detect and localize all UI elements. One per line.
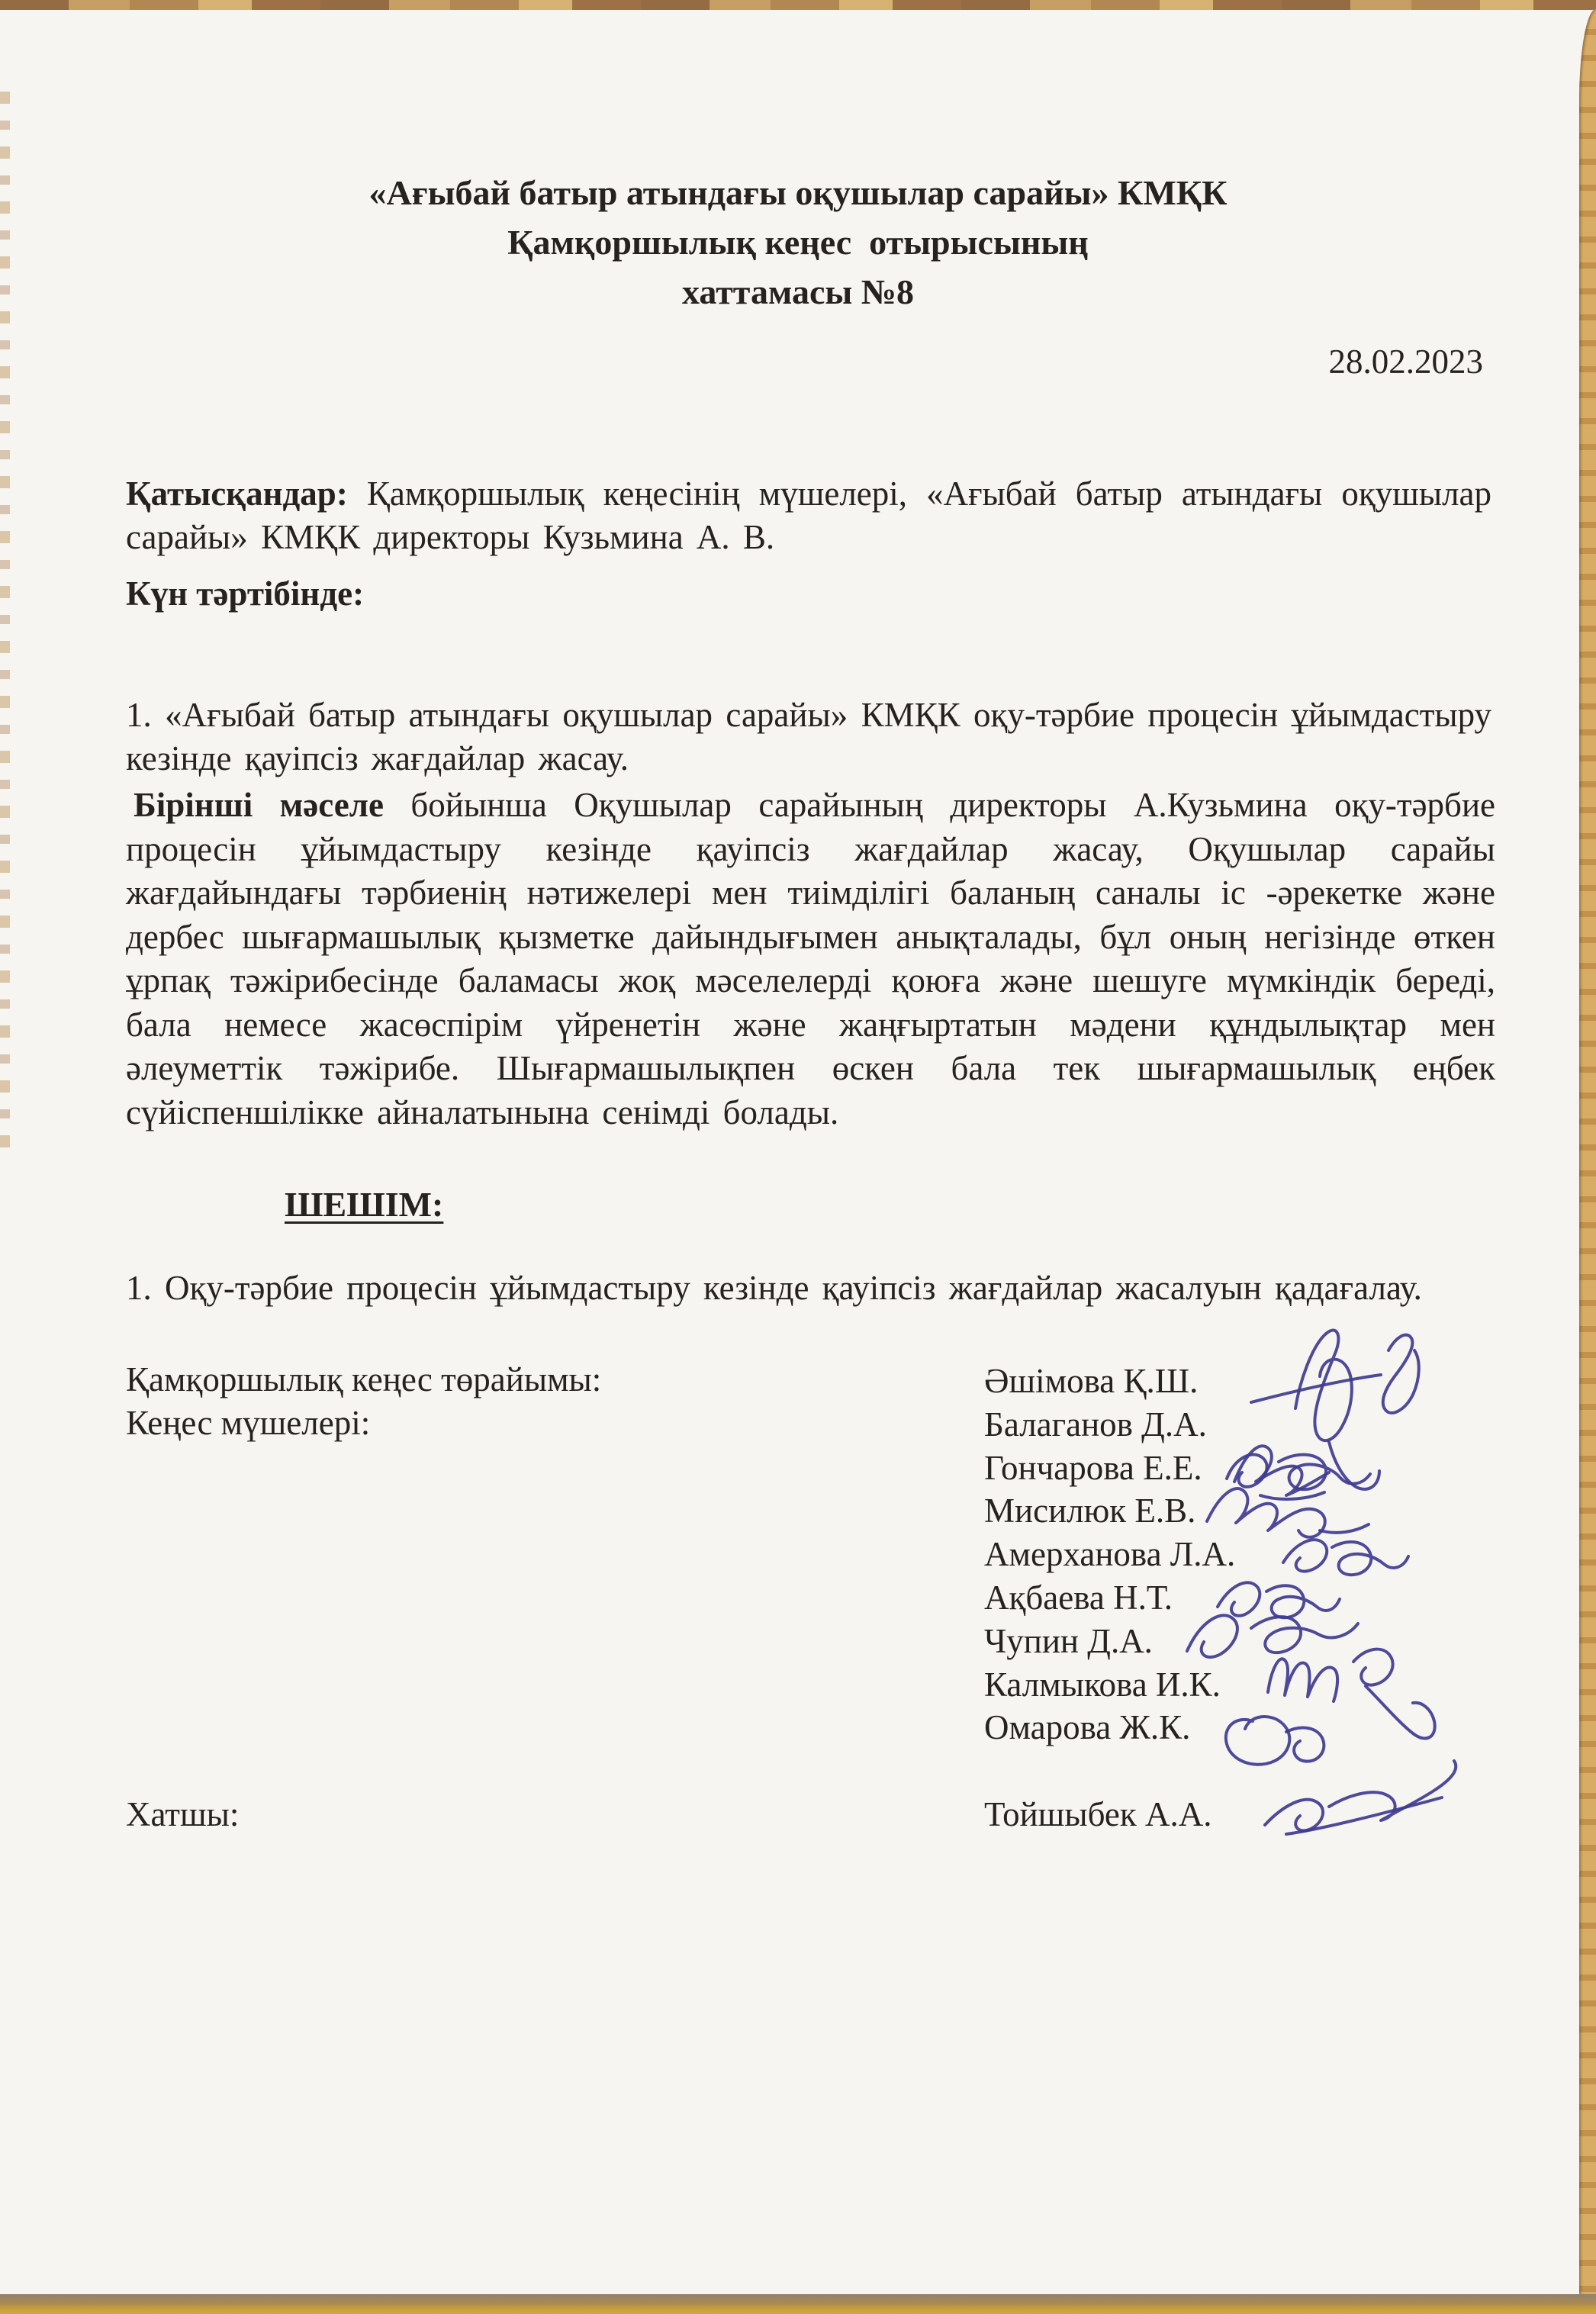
signature-ink-akbayeva [1218, 1582, 1340, 1617]
signer-name-member-8: Омарова Ж.К. [984, 1708, 1191, 1747]
agenda-heading: Күн тәртібінде: [126, 574, 365, 613]
signature-ink-omarova [1226, 1717, 1324, 1765]
decision-heading: ШЕШІМ: [285, 1185, 444, 1224]
document-date: 28.02.2023 [1328, 343, 1483, 381]
signer-name-member-2: Гончарова Е.Е. [984, 1448, 1202, 1487]
signature-ink-balaganov [1234, 1446, 1329, 1499]
title-line-2: Қамқоршылық кеңес отырысының [507, 223, 1089, 262]
title-line-1: «Ағыбай батыр атындағы оқушылар сарайы» КМҚК [368, 173, 1228, 212]
participants-label: Қатысқандар: [126, 475, 348, 513]
discussion-paragraph [126, 784, 1495, 1134]
participants-text: Қамқоршылық кеңесінің мүшелері, «Ағыбай батыр атындағы оқушылар сарайы» КМҚК директоры Кузьмина А. В. [126, 475, 1491, 556]
secretary-label: Хатшы: [126, 1795, 240, 1833]
document-title [0, 168, 1596, 317]
discussion-lead: Бірінші мәселе [134, 786, 384, 824]
signature-ink-goncharova [1227, 1454, 1370, 1489]
agenda-item-1: 1. «Ағыбай батыр атындағы оқушылар сарайы» КМҚК оқу-тәрбие процесін ұйымдастыру кезінде қауіпсіз жағдайлар жасау. [126, 696, 1491, 777]
title-line-3: хаттамасы №8 [681, 272, 915, 311]
participants-paragraph [126, 472, 1491, 559]
scan-edge-top [0, 0, 1596, 10]
members-label: Кеңес мүшелері: [126, 1404, 371, 1442]
chair-label: Қамқоршылық кеңес төрайымы: [126, 1360, 602, 1398]
signer-name-member-6: Чупин Д.А. [984, 1621, 1153, 1660]
signer-name-secretary: Тойшыбек А.А. [984, 1795, 1212, 1833]
signature-ink-ashimova [1251, 1331, 1419, 1489]
signature-ink-kalmykova [1268, 1649, 1435, 1739]
decision-item-1: 1. Оқу-тәрбие процесін ұйымдастыру кезінде қауіпсіз жағдайлар жасалуын қадағалау. [126, 1269, 1422, 1307]
signer-name-member-5: Ақбаева Н.Т. [984, 1578, 1173, 1617]
signer-name-member-7: Калмыкова И.К. [984, 1665, 1221, 1704]
signer-name-chair: Әшімова Қ.Ш. [984, 1362, 1199, 1400]
signature-ink-toishybek [1265, 1761, 1456, 1834]
scan-edge-bottom [0, 2294, 1596, 2314]
signature-ink-amerkhanova [1283, 1540, 1408, 1575]
scan-edge-right [1579, 9, 1596, 2295]
signer-name-member-1: Балаганов Д.А. [984, 1405, 1207, 1443]
signer-name-member-3: Мисилюк Е.В. [984, 1492, 1196, 1530]
discussion-text: бойынша Оқушылар сарайының директоры А.Кузьмина оқу-тәрбие процесін ұйымдастыру кезінде қауіпсіз жағдайлар жасау, Оқушылар сарайы жағдайындағы тәрбиенің нәтижелері мен тиімділігі баланың саналы іс -әрекетке және дербес шығармашылық қызметке дайындығымен анықталады, бұл оның негізінде өткен ұрпақ тәжірибесінде баламасы жоқ мәселелерді қоюға және шешуге мүмкіндік береді, бала немесе жасөспірім үйренетін және жаңғыртатын мәдени құндылықтар мен әлеуметтік тәжірибе. Шығармашылықпен өскен бала тек шығармашылық еңбек сүйіспеншілікке айналатынына сенімді болады. [126, 786, 1496, 1131]
signature-names-column [984, 1360, 1235, 1749]
signer-name-member-4: Амерханова Л.А. [984, 1535, 1236, 1574]
